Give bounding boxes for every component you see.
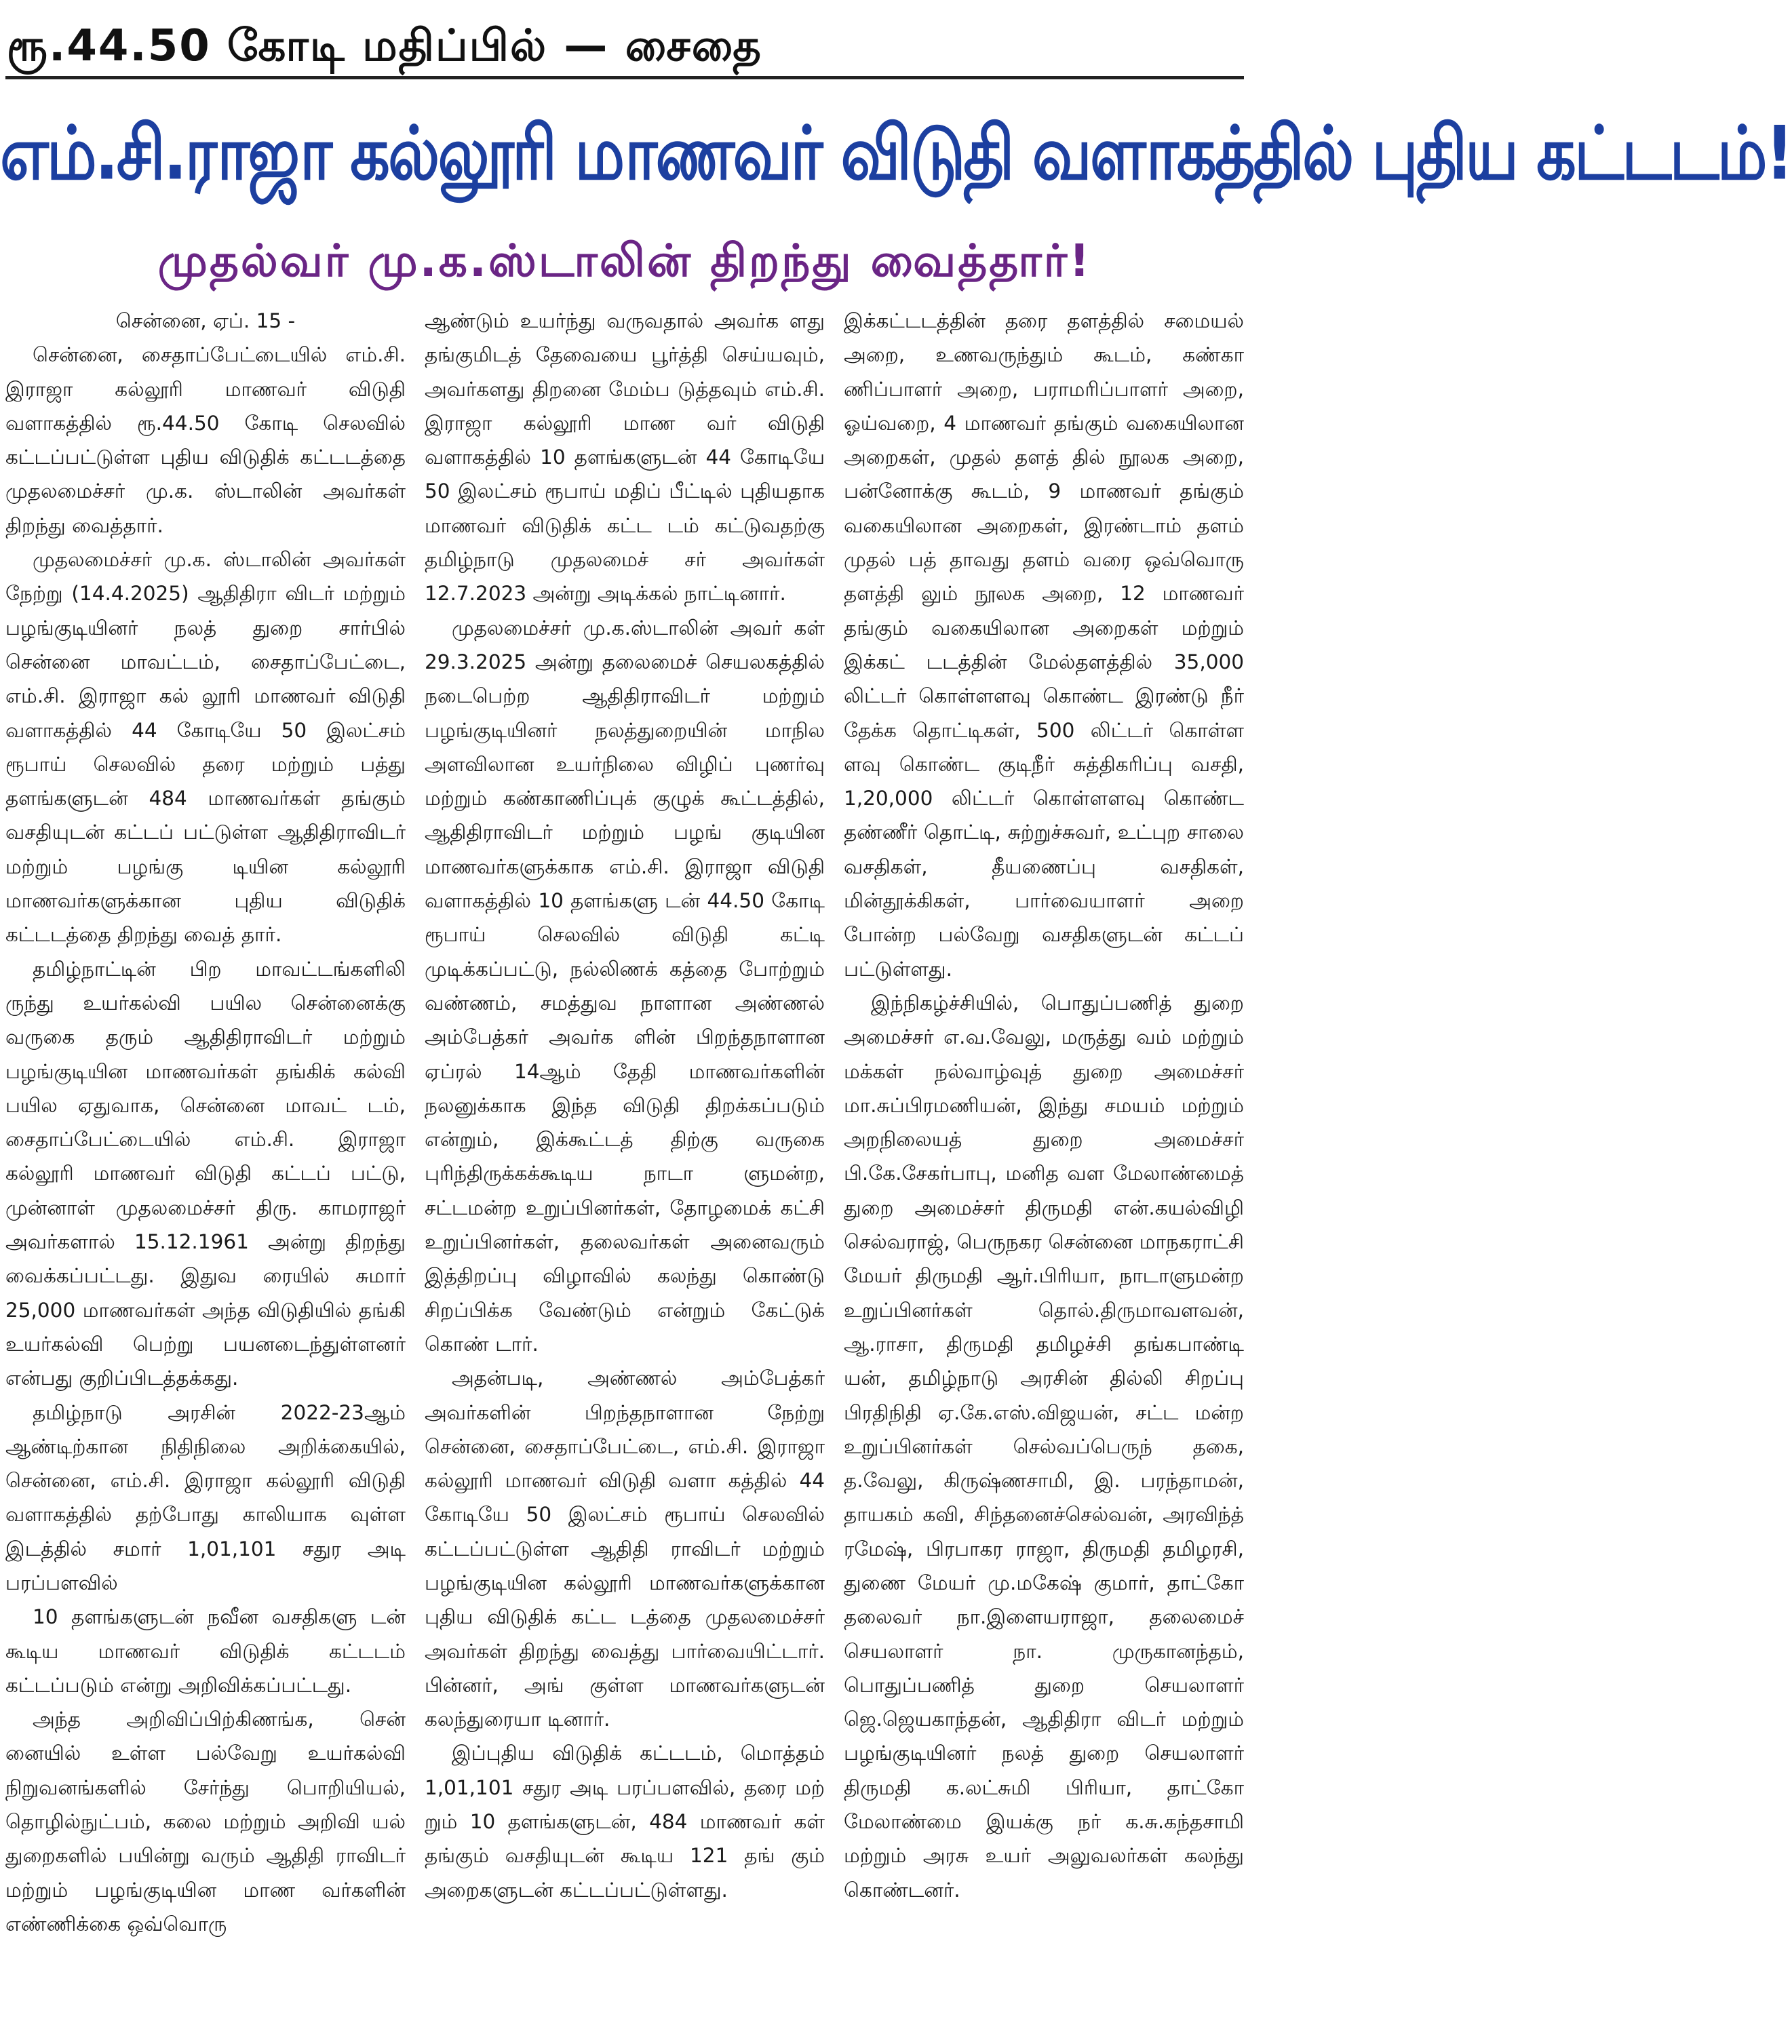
article-body [5,304,1244,2040]
paragraph: அந்த அறிவிப்பிற்கிணங்க, சென் னையில் உள்ள பல்வேறு உயர்கல்வி நிறுவனங்களில் சேர்ந்து பொறியியல், தொழில்நுட்பம், கலை மற்றும் அறிவி யல் துறைகளில் பயின்று வரும் ஆதிதி ராவிடர் மற்றும் பழங்குடியின மாண வர்களின் எண்ணிக்கை ஒவ்வொரு [5,1708,406,1935]
subheadline: முதல்வர் மு.க.ஸ்டாலின் திறந்து வைத்தார்! [157,235,1092,287]
article-column-3 [844,304,1244,2040]
dateline: சென்னை, ஏப். 15 - [115,309,296,332]
paragraph: இப்புதிய விடுதிக் கட்டடம், மொத்தம் 1,01,101 சதுர அடி பரப்பளவில், தரை மற் றும் 10 தளங்களுடன், 484 மாணவர் கள் தங்கும் வசதியுடன் கூடிய 121 தங் கும் அறைகளுடன் கட்டப்பட்டுள்ளது. [425,1742,825,1902]
paragraph: தமிழ்நாட்டின் பிற மாவட்டங்களிலி ருந்து உயர்கல்வி பயில சென்னைக்கு வருகை தரும் ஆதிதிராவிடர் மற்றும் பழங்குடியின மாணவர்கள் தங்கிக் கல்வி பயில ஏதுவாக, சென்னை மாவட் டம், சைதாப்பேட்டையில் எம்.சி. இராஜா கல்லூரி மாணவர் விடுதி கட்டப் பட்டு, முன்னாள் முதலமைச்சர் திரு. காமராஜர் அவர்களால் 15.12.1961 அன்று திறந்து வைக்கப்பட்டது. இதுவ ரையில் சுமார் 25,000 மாணவர்கள் அந்த விடுதியில் தங்கி உயர்கல்வி பெற்று பயனடைந்துள்ளனர் என்பது குறிப்பிடத்தக்கது. [5,957,406,1390]
paragraph: சென்னை, சைதாப்பேட்டையில் எம்.சி. இராஜா கல்லூரி மாணவர் விடுதி வளாகத்தில் ரூ.44.50 கோடி செலவில் கட்டப்பட்டுள்ள புதிய விடுதிக் கட்டடத்தை முதலமைச்சர் மு.க. ஸ்டாலின் அவர்கள் திறந்து வைத்தார். [5,343,406,537]
paragraph: 10 தளங்களுடன் நவீன வசதிகளு டன் கூடிய மாணவர் விடுதிக் கட்டடம் கட்டப்படும் என்று அறிவிக்கப்பட்டது. [5,1605,406,1697]
article-column-2 [425,304,825,2040]
paragraph: அதன்படி, அண்ணல் அம்பேத்கர் அவர்களின் பிறந்தநாளான நேற்று சென்னை, சைதாப்பேட்டை, எம்.சி. இராஜா கல்லூரி மாணவர் விடுதி வளா கத்தில் 44 கோடியே 50 இலட்சம் ரூபாய் செலவில் கட்டப்பட்டுள்ள ஆதிதி ராவிடர் மற்றும் பழங்குடியின கல்லூரி மாணவர்களுக்கான புதிய விடுதிக் கட்ட டத்தை முதலமைச்சர் அவர்கள் திறந்து வைத்து பார்வையிட்டார். பின்னர், அங் குள்ள மாணவர்களுடன் கலந்துரையா டினார். [425,1367,825,1731]
paragraph: தமிழ்நாடு அரசின் 2022-23ஆம் ஆண்டிற்கான நிதிநிலை அறிக்கையில், சென்னை, எம்.சி. இராஜா கல்லூரி விடுதி வளாகத்தில் தற்போது காலியாக வுள்ள இடத்தில் சமார் 1,01,101 சதுர அடி பரப்பளவில் [5,1400,406,1594]
kicker-rule [5,76,1244,79]
paragraph: இந்நிகழ்ச்சியில், பொதுப்பணித் துறை அமைச்சர் எ.வ.வேலு, மருத்து வம் மற்றும் மக்கள் நல்வாழ்வுத் துறை அமைச்சர் மா.சுப்பிரமணியன், இந்து சமயம் மற்றும் அறநிலையத் துறை அமைச்சர் பி.கே.சேகர்பாபு, மனித வள மேலாண்மைத் துறை அமைச்சர் திருமதி என்.கயல்விழி செல்வராஜ், பெருநகர சென்னை மாநகராட்சி மேயர் திருமதி ஆர்.பிரியா, நாடாளுமன்ற உறுப்பினர்கள் தொல்.திருமாவளவன், ஆ.ராசா, திருமதி தமிழச்சி தங்கபாண்டி யன், தமிழ்நாடு அரசின் தில்லி சிறப்பு பிரதிநிதி ஏ.கே.எஸ்.விஜயன், சட்ட மன்ற உறுப்பினர்கள் செல்வப்பெருந் தகை, த.வேலு, கிருஷ்ணசாமி, இ. பரந்தாமன், தாயகம் கவி, சிந்தனைச்செல்வன், அரவிந்த் ரமேஷ், பிரபாகர ராஜா, திருமதி தமிழரசி, துணை மேயர் மு.மகேஷ் குமார், தாட்கோ தலைவர் நா.இளையராஜா, தலைமைச் செயலாளர் நா. முருகானந்தம், பொதுப்பணித் துறை செயலாளர் ஜெ.ஜெயகாந்தன், ஆதிதிரா விடர் மற்றும் பழங்குடியினர் நலத் துறை செயலாளர் திருமதி க.லட்சுமி பிரியா, தாட்கோ மேலாண்மை இயக்கு நர் க.சு.கந்தசாமி மற்றும் அரசு உயர் அலுவலர்கள் கலந்து கொண்டனர். [844,991,1244,1902]
headline: எம்.சி.ராஜா கல்லூரி மாணவர் விடுதி வளாகத்தில் புதிய கட்டடம்! [0,110,1792,197]
article-column-1 [5,304,406,2040]
paragraph: ஆண்டும் உயர்ந்து வருவதால் அவர்க ளது தங்குமிடத் தேவையை பூர்த்தி செய்யவும், அவர்களது திறனை மேம்ப டுத்தவும் எம்.சி. இராஜா கல்லூரி மாண வர் விடுதி வளாகத்தில் 10 தளங்களுடன் 44 கோடியே 50 இலட்சம் ரூபாய் மதிப் பீட்டில் புதியதாக மாணவர் விடுதிக் கட்ட டம் கட்டுவதற்கு தமிழ்நாடு முதலமைச் சர் அவர்கள் 12.7.2023 அன்று அடிக்கல் நாட்டினார். [425,309,825,606]
paragraph: முதலமைச்சர் மு.க. ஸ்டாலின் அவர்கள் நேற்று (14.4.2025) ஆதிதிரா விடர் மற்றும் பழங்குடியினர் நலத் துறை சார்பில் சென்னை மாவட்டம், சைதாப்பேட்டை, எம்.சி. இராஜா கல் லூரி மாணவர் விடுதி வளாகத்தில் 44 கோடியே 50 இலட்சம் ரூபாய் செலவில் தரை மற்றும் பத்து தளங்களுடன் 484 மாணவர்கள் தங்கும் வசதியுடன் கட்டப் பட்டுள்ள ஆதிதிராவிடர் மற்றும் பழங்கு டியின கல்லூரி மாணவர்களுக்கான புதிய விடுதிக் கட்டடத்தை திறந்து வைத் தார். [5,548,406,947]
kicker-line: ரூ.44.50 கோடி மதிப்பில் — சைதை [7,21,762,71]
paragraph: இக்கட்டடத்தின் தரை தளத்தில் சமையல் அறை, உணவருந்தும் கூடம், கண்கா ணிப்பாளர் அறை, பராமரிப்பாளர் அறை, ஓய்வறை, 4 மாணவர் தங்கும் வகையிலான அறைகள், முதல் தளத் தில் நூலக அறை, பன்னோக்கு கூடம், 9 மாணவர் தங்கும் வகையிலான அறைகள், இரண்டாம் தளம் முதல் பத் தாவது தளம் வரை ஒவ்வொரு தளத்தி லும் நூலக அறை, 12 மாணவர் தங்கும் வகையிலான அறைகள் மற்றும் இக்கட் டடத்தின் மேல்தளத்தில் 35,000 லிட்டர் கொள்ளளவு கொண்ட இரண்டு நீர் தேக்க தொட்டிகள், 500 லிட்டர் கொள்ள ளவு கொண்ட குடிநீர் சுத்திகரிப்பு வசதி, 1,20,000 லிட்டர் கொள்ளளவு கொண்ட தண்ணீர் தொட்டி, சுற்றுச்சுவர், உட்புற சாலை வசதிகள், தீயணைப்பு வசதிகள், மின்தூக்கிகள், பார்வையாளர் அறை போன்ற பல்வேறு வசதிகளுடன் கட்டப் பட்டுள்ளது. [844,309,1244,981]
paragraph: முதலமைச்சர் மு.க.ஸ்டாலின் அவர் கள் 29.3.2025 அன்று தலைமைச் செயலகத்தில் நடைபெற்ற ஆதிதிராவிடர் மற்றும் பழங்குடியினர் நலத்துறையின் மாநில அளவிலான உயர்நிலை விழிப் புணர்வு மற்றும் கண்காணிப்புக் குழுக் கூட்டத்தில், ஆதிதிராவிடர் மற்றும் பழங் குடியின மாணவர்களுக்காக எம்.சி. இராஜா விடுதி வளாகத்தில் 10 தளங்களு டன் 44.50 கோடி ரூபாய் செலவில் விடுதி கட்டி முடிக்கப்பட்டு, நல்லிணக் கத்தை போற்றும் வண்ணம், சமத்துவ நாளான அண்ணல் அம்பேத்கர் அவர்க ளின் பிறந்தநாளான ஏப்ரல் 14ஆம் தேதி மாணவர்களின் நலனுக்காக இந்த விடுதி திறக்கப்படும் என்றும், இக்கூட்டத் திற்கு வருகை புரிந்திருக்கக்கூடிய நாடா ளுமன்ற, சட்டமன்ற உறுப்பினர்கள், தோழமைக் கட்சி உறுப்பினர்கள், தலைவர்கள் அனைவரும் இத்திறப்பு விழாவில் கலந்து கொண்டு சிறப்பிக்க வேண்டும் என்றும் கேட்டுக் கொண் டார். [425,616,825,1356]
